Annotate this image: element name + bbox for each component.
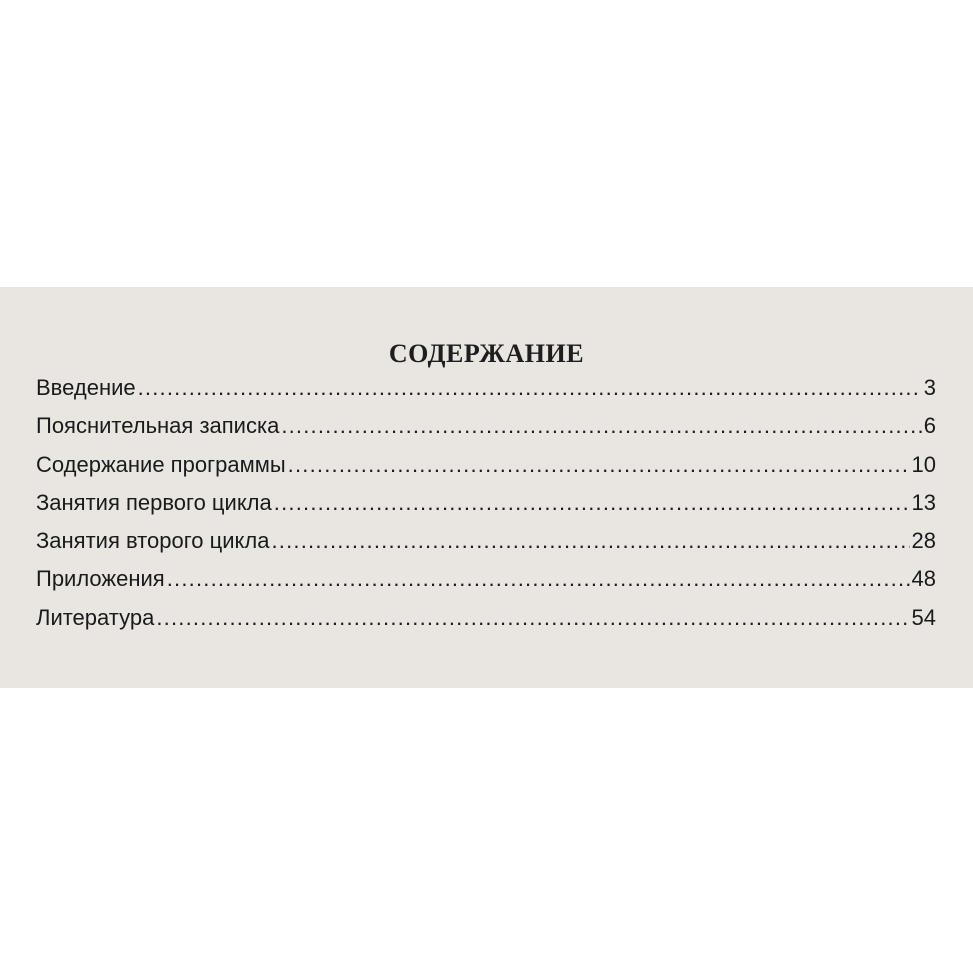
toc-entry	[36, 375, 936, 413]
toc-entry	[36, 528, 936, 566]
toc-entry-label: Приложения	[36, 566, 165, 592]
toc-entry-page: 10	[911, 451, 936, 477]
toc-title: СОДЕРЖАНИЕ	[388, 339, 585, 368]
toc-entry-page: 3	[923, 375, 936, 400]
toc-entry-page: 13	[911, 489, 936, 515]
toc-entry-label: Литература	[36, 604, 155, 630]
toc-dot-leader	[156, 605, 909, 631]
toc-entry-page: 28	[911, 528, 936, 554]
toc-entry-label: Пояснительная записка	[36, 413, 280, 439]
toc-dot-leader	[138, 375, 922, 401]
toc-entry	[36, 490, 936, 528]
toc-dot-leader	[288, 452, 910, 478]
toc-entry-label: Занятия первого цикла	[36, 489, 272, 515]
toc-list	[36, 375, 936, 643]
toc-dot-leader	[274, 490, 910, 516]
toc-entry	[36, 413, 936, 451]
toc-entry-page: 6	[923, 413, 936, 439]
toc-entry-page: 48	[911, 566, 936, 592]
toc-entry	[36, 605, 936, 643]
toc-dot-leader	[281, 413, 921, 439]
toc-dot-leader	[271, 528, 909, 554]
toc-entry-label: Введение	[36, 375, 136, 400]
toc-dot-leader	[167, 566, 910, 592]
toc-entry-page: 54	[911, 604, 936, 630]
toc-entry-label: Занятия второго цикла	[36, 528, 270, 554]
table-of-contents-page	[0, 287, 973, 688]
toc-entry	[36, 566, 936, 604]
toc-entry-label: Содержание программы	[36, 451, 286, 477]
toc-entry	[36, 452, 936, 490]
